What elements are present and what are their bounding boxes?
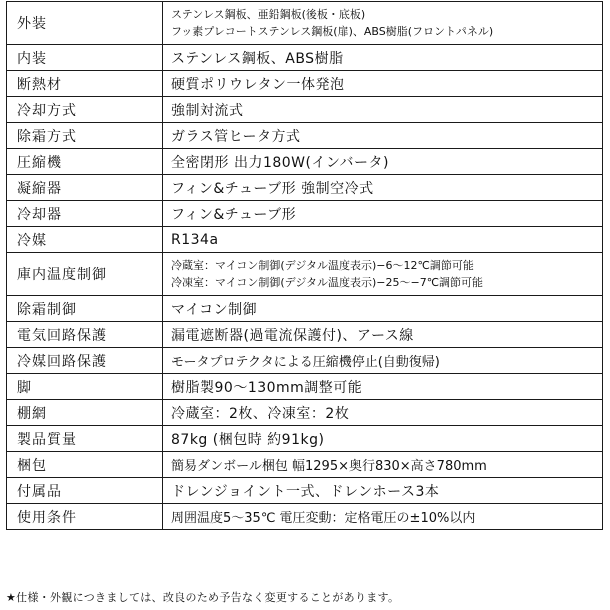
- spec-label: 内装: [7, 45, 163, 71]
- spec-row-refrigerant: [7, 227, 603, 253]
- spec-label: 製品質量: [7, 426, 163, 452]
- spec-row-shelves: [7, 400, 603, 426]
- spec-value-line: 冷凍室：マイコン制御(デジタル温度表示)−25〜−7℃調節可能: [171, 276, 484, 289]
- spec-value: ガラス管ヒータ方式: [163, 123, 603, 149]
- spec-label: 使用条件: [7, 504, 163, 530]
- spec-label: 電気回路保護: [7, 322, 163, 348]
- spec-value: 87kg (梱包時 約91kg): [163, 426, 603, 452]
- spec-value: 全密閉形 出力180W(インバータ): [163, 149, 603, 175]
- spec-label: 冷却器: [7, 201, 163, 227]
- spec-value: フィン&チューブ形: [163, 201, 603, 227]
- spec-row-insulation: [7, 71, 603, 97]
- spec-value: 強制対流式: [163, 97, 603, 123]
- spec-value: マイコン制御: [163, 296, 603, 322]
- spec-label: 脚: [7, 374, 163, 400]
- spec-row-weight: [7, 426, 603, 452]
- spec-label: 断熱材: [7, 71, 163, 97]
- spec-value: ステンレス鋼板、ABS樹脂: [163, 45, 603, 71]
- spec-row-compressor: [7, 149, 603, 175]
- spec-row-defrost-control: [7, 296, 603, 322]
- spec-value: モータプロテクタによる圧縮機停止(自動復帰): [163, 348, 603, 374]
- spec-row-temperature-control: [7, 253, 603, 296]
- spec-value: [163, 2, 603, 45]
- spec-table-body: [7, 2, 603, 530]
- spec-value: 樹脂製90〜130mm調整可能: [163, 374, 603, 400]
- spec-row-packaging: [7, 452, 603, 478]
- spec-row-electrical-protection: [7, 322, 603, 348]
- spec-label: 付属品: [7, 478, 163, 504]
- spec-label: 凝縮器: [7, 175, 163, 201]
- spec-row-defrost-method: [7, 123, 603, 149]
- spec-value-line: ステンレス鋼板、亜鉛鋼板(後板・底板): [171, 8, 366, 21]
- spec-value: 硬質ポリウレタン一体発泡: [163, 71, 603, 97]
- spec-row-exterior: [7, 2, 603, 45]
- spec-value: 漏電遮断器(過電流保護付)、アース線: [163, 322, 603, 348]
- spec-label: 棚網: [7, 400, 163, 426]
- spec-value: 簡易ダンボール梱包 幅1295×奥行830×高さ780mm: [163, 452, 603, 478]
- spec-value: フィン&チューブ形 強制空冷式: [163, 175, 603, 201]
- spec-label: 冷却方式: [7, 97, 163, 123]
- spec-value-line: 冷蔵室：マイコン制御(デジタル温度表示)−6〜12℃調節可能: [171, 259, 474, 272]
- spec-label: 梱包: [7, 452, 163, 478]
- spec-row-condenser: [7, 175, 603, 201]
- spec-value: 冷蔵室：2枚、冷凍室：2枚: [163, 400, 603, 426]
- spec-value: 周囲温度5〜35℃ 電圧変動：定格電圧の±10%以内: [163, 504, 603, 530]
- spec-label: 冷媒: [7, 227, 163, 253]
- spec-row-refrigerant-protection: [7, 348, 603, 374]
- spec-row-accessories: [7, 478, 603, 504]
- spec-value-line: フッ素プレコートステンレス鋼板(扉)、ABS樹脂(フロントパネル): [171, 25, 494, 38]
- spec-row-legs: [7, 374, 603, 400]
- spec-label: 冷媒回路保護: [7, 348, 163, 374]
- spec-label: 除霜方式: [7, 123, 163, 149]
- spec-value: ドレンジョイント一式、ドレンホース3本: [163, 478, 603, 504]
- spec-row-cooling-method: [7, 97, 603, 123]
- spec-label: 除霜制御: [7, 296, 163, 322]
- spec-value: R134a: [163, 227, 603, 253]
- spec-row-interior: [7, 45, 603, 71]
- spec-value: [163, 253, 603, 296]
- spec-label: 庫内温度制御: [7, 253, 163, 296]
- spec-label: 外装: [7, 2, 163, 45]
- spec-row-operating-conditions: [7, 504, 603, 530]
- spec-label: 圧縮機: [7, 149, 163, 175]
- footnote: ★仕様・外観につきましては、改良のため予告なく変更することがあります。: [6, 591, 400, 604]
- spec-row-evaporator: [7, 201, 603, 227]
- spec-table: [6, 1, 603, 530]
